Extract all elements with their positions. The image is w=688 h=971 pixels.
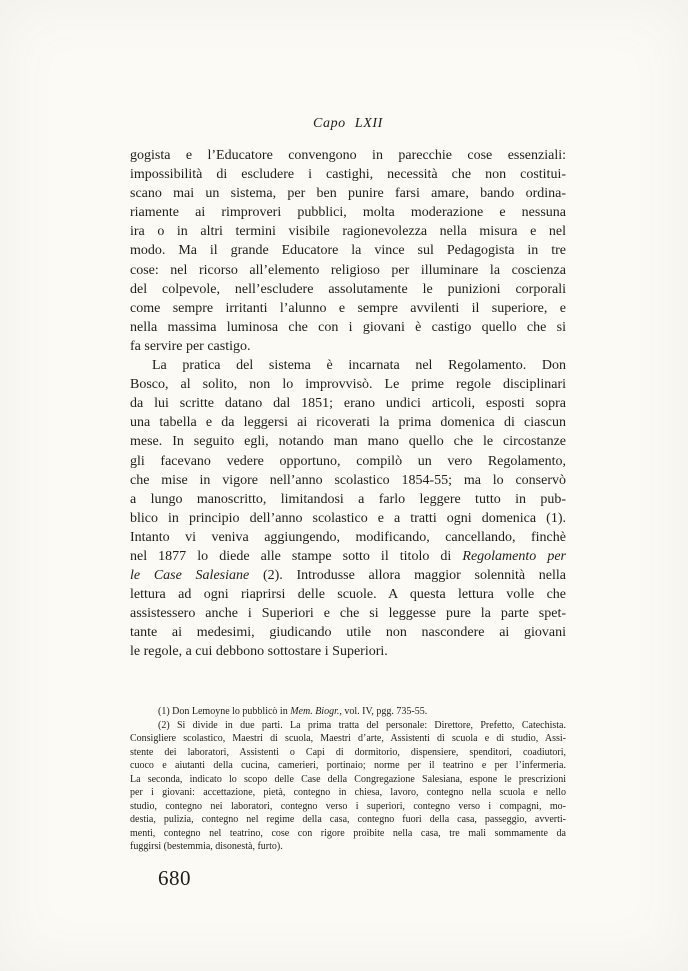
text-line <box>130 261 566 280</box>
text-line <box>130 318 566 337</box>
footnote-line <box>130 732 566 746</box>
text-segment: studio, contegno nei laboratori, contegno verso i superiori, contegno verso i compagni, mo- <box>130 800 566 812</box>
text-line <box>130 337 566 356</box>
text-line <box>130 432 566 451</box>
text-line <box>130 566 566 585</box>
text-segment: (2). Introdusse allora maggior solennità nella <box>249 568 566 584</box>
text-segment: lettura ad ogni riaprirsi delle scuole. A questa lettura volle che <box>130 587 566 603</box>
text-segment: che mise in vigore nell’anno scolastico 1854-55; ma lo conservò <box>130 472 566 488</box>
text-segment: gogista e l’Educatore convengono in parecchie cose essenziali: <box>130 148 566 163</box>
text-segment: impossibilità di escludere i castighi, necessità che non costitui- <box>130 167 566 183</box>
footnote <box>130 705 566 719</box>
text-line <box>130 203 566 222</box>
text-line <box>130 184 566 203</box>
text-segment: modo. Ma il grande Educatore la vince sul Pedagogista in tre <box>130 243 566 259</box>
text-line <box>130 413 566 432</box>
text-line <box>130 509 566 528</box>
text-segment: come sempre irritanti l’alunno e sempre avvilenti il superiore, e <box>130 300 566 316</box>
page-number: 680 <box>158 866 191 890</box>
text-segment: fa servire per castigo. <box>130 338 251 354</box>
text-segment: cuoco e aiutanti della cucina, camerieri, portinaio; norme per il teatrino e per l’infermeria. <box>130 760 566 771</box>
text-line <box>130 299 566 318</box>
italic-text-segment: Mem. Biogr. <box>290 706 340 717</box>
footnote-line <box>130 840 566 854</box>
italic-text-segment: le Case Salesiane <box>130 568 250 584</box>
text-segment: Consigliere scolastico, Maestri di scuola, Maestri d’arte, Assistenti di scuola e di studio, Assi- <box>130 733 566 744</box>
text-segment: nella massima luminosa che con i giovani è castigo quello che si <box>130 319 566 335</box>
text-segment: una tabella e da leggersi ai ricoverati la prima domenica di ciascun <box>130 415 566 431</box>
footnote-line <box>130 719 566 733</box>
text-segment: tante ai medesimi, giudicando utile non nascondere ai giovani <box>130 625 566 641</box>
text-line <box>130 642 566 661</box>
text-line <box>130 471 566 490</box>
text-segment: mese. In seguito egli, notando man mano quello che le circostanze <box>130 434 566 450</box>
text-segment: scano mai un sistema, per ben punire farsi amare, bando ordina- <box>130 186 566 202</box>
text-line <box>130 165 566 184</box>
text-line <box>130 490 566 509</box>
text-line <box>130 585 566 604</box>
text-line <box>130 394 566 413</box>
footnote-line <box>130 759 566 773</box>
text-segment: blico in principio dell’anno scolastico e a tratti ogni domenica (1). <box>130 510 566 526</box>
text-segment: assistessero anche i Superiori e che si leggesse pure la parte spet- <box>130 606 566 622</box>
footnote-line <box>130 773 566 787</box>
text-segment: per i giovani: accettazione, pietà, contegno in chiesa, lavoro, contegno nella scuola e nello <box>130 787 566 798</box>
text-segment: (1) Don Lemoyne lo pubblicò in <box>158 706 291 717</box>
text-segment: La pratica del sistema è incarnata nel Regolamento. Don <box>152 358 566 374</box>
text-segment: a lungo manoscritto, limitandosi a farlo leggere tutto in pub- <box>130 491 566 507</box>
text-segment: nel 1877 lo diede alle stampe sotto il titolo di <box>130 548 463 564</box>
body-text <box>130 146 566 662</box>
text-segment: La seconda, indicato lo scopo delle Case della Congregazione Salesiana, espone le prescrizioni <box>130 773 566 785</box>
running-header: Capo LXII <box>313 116 383 131</box>
text-segment: da lui scritte datano dal 1851; erano undici articoli, esposti sopra <box>130 396 566 412</box>
paragraph <box>130 356 566 662</box>
text-segment: le regole, a cui debbono sottostare i Superiori. <box>130 644 388 660</box>
paragraph <box>130 146 566 356</box>
footnote-line <box>130 827 566 841</box>
text-segment: cose: nel ricorso all’elemento religioso per illuminare la coscienza <box>130 262 566 278</box>
text-segment: fuggirsi (bestemmia, disonestà, furto). <box>130 841 283 852</box>
footnote-line <box>130 800 566 814</box>
text-line <box>130 146 566 165</box>
text-line <box>130 280 566 299</box>
footnote-line <box>130 705 566 719</box>
footnote-line <box>130 813 566 827</box>
text-segment: ira o in altri termini visibile ragionevolezza nella misura e nel <box>130 224 566 240</box>
text-segment: menti, contegno nel teatrino, cose con rigore proibite nella casa, tre mali sommamente da <box>130 827 566 839</box>
text-line <box>130 241 566 260</box>
footnote-line <box>130 746 566 760</box>
text-line <box>130 356 566 375</box>
text-segment: Bosco, al solito, non lo improvvisò. Le prime regole disciplinari <box>130 377 566 393</box>
text-line <box>130 222 566 241</box>
text-line <box>130 623 566 642</box>
text-segment: riamente ai rimproveri pubblici, molta moderazione e nessuna <box>130 205 566 221</box>
text-segment: (2) Si divide in due parti. La prima tratta del personale: Direttore, Prefetto, Catechista. <box>158 719 566 731</box>
text-line <box>130 375 566 394</box>
text-segment: stente dei laboratori, Assistenti o Capi di dormitorio, dispensiere, spenditori, coadiutori, <box>130 746 566 758</box>
text-line <box>130 528 566 547</box>
text-segment: Intanto vi veniva aggiungendo, modificando, cancellando, finchè <box>130 529 566 545</box>
text-line <box>130 604 566 623</box>
text-segment: del colpevole, nell’escludere assolutamente le punizioni corporali <box>130 281 566 297</box>
text-line <box>130 452 566 471</box>
footnote-line <box>130 786 566 800</box>
text-segment: , vol. IV, pgg. 735-55. <box>339 706 428 717</box>
footnotes <box>130 705 566 854</box>
text-segment: destia, pulizia, contegno nel regime della casa, contegno fuori della casa, passeggio, avverti- <box>130 814 566 825</box>
text-line <box>130 547 566 566</box>
footnote <box>130 719 566 854</box>
italic-text-segment: Regolamento per <box>462 548 566 564</box>
text-segment: gli facevano vedere opportuno, compilò un vero Regolamento, <box>130 453 566 469</box>
